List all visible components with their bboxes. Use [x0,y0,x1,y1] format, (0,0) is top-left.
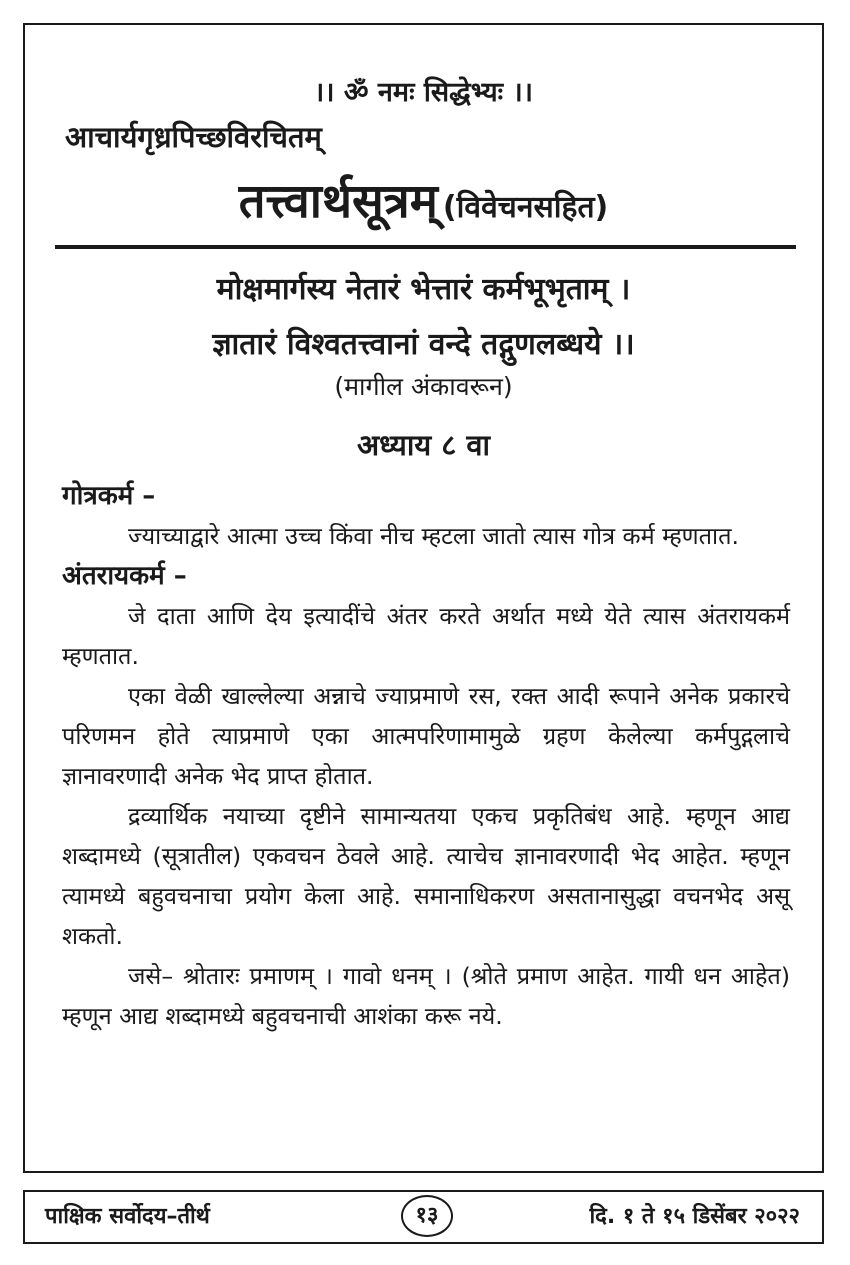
author-attribution: आचार्यगृध्रपिच्छविरचितम् [65,120,322,154]
invocation-line: ।। ॐ नमः सिद्धेभ्यः ।। [314,77,533,108]
paragraph-example: जसे– श्रोतारः प्रमाणम् । गावो धनम् । (श्रोते प्रमाण आहेत. गायी धन आहेत) म्हणून आद्य शब्दामध्ये बहुवचनाची आशंका करू नये. [62,962,790,1030]
continued-note: (मागील अंकावरून) [334,372,513,401]
article-body [62,476,790,1036]
footer-bar [23,1190,824,1244]
paragraph-anna: एका वेळी खाल्लेल्या अन्नाचे ज्याप्रमाणे रस, रक्त आदी रूपाने अनेक प्रकारचे परिणमन होते त्याप्रमाणे एका आत्मपरिणामामुळे ग्रहण केलेल्या कर्मपुद्गलाचे ज्ञानावरणादी अनेक भेद प्राप्त होतात. [62,682,790,790]
book-subtitle: (विवेचनसहित) [442,190,609,225]
mangalacharan-verse [25,262,822,372]
gotra-karma-text: ज्याच्याद्वारे आत्मा उच्च किंवा नीच म्हटला जातो त्यास गोत्र कर्म म्हणतात. [128,522,740,550]
page-number: १३ [401,1195,453,1237]
verse-line-1: मोक्षमार्गस्य नेतारं भेत्तारं कर्मभूभृताम् । [216,272,631,307]
paragraph-naya: द्रव्यार्थिक नयाच्या दृष्टीने सामान्यतया एकच प्रकृतिबंध आहे. म्हणून आद्य शब्दामध्ये (सूत्रातील) एकवचन ठेवले आहे. त्याचेच ज्ञानावरणादी भेद आहेत. म्हणून त्यामध्ये बहुवचनाचा प्रयोग केला आहे. समानाधिकरण असतानासुद्धा वचनभेद असू शकतो. [62,802,790,950]
title-divider [55,245,796,249]
issue-date: दि. १ ते १५ डिसेंबर २०२२ [589,1204,800,1229]
antaraya-karma-text: जे दाता आणि देय इत्यादींचे अंतर करते अर्थात मध्ये येते त्यास अंतरायकर्म म्हणतात. [62,602,790,670]
verse-line-2: ज्ञातारं विश्वतत्त्वानां वन्दे तद्गुणलब्धये ।। [212,327,635,362]
chapter-heading: अध्याय ८ वा [356,428,491,462]
publication-name: पाक्षिक सर्वोदय–तीर्थ [45,1204,210,1229]
antaraya-karma-heading: अंतरायकर्म – [62,561,187,591]
gotra-karma-heading: गोत्रकर्म – [62,481,156,511]
book-title: तत्त्वार्थसूत्रम् [238,174,438,229]
page-frame [23,23,824,1173]
title-block [25,167,822,247]
